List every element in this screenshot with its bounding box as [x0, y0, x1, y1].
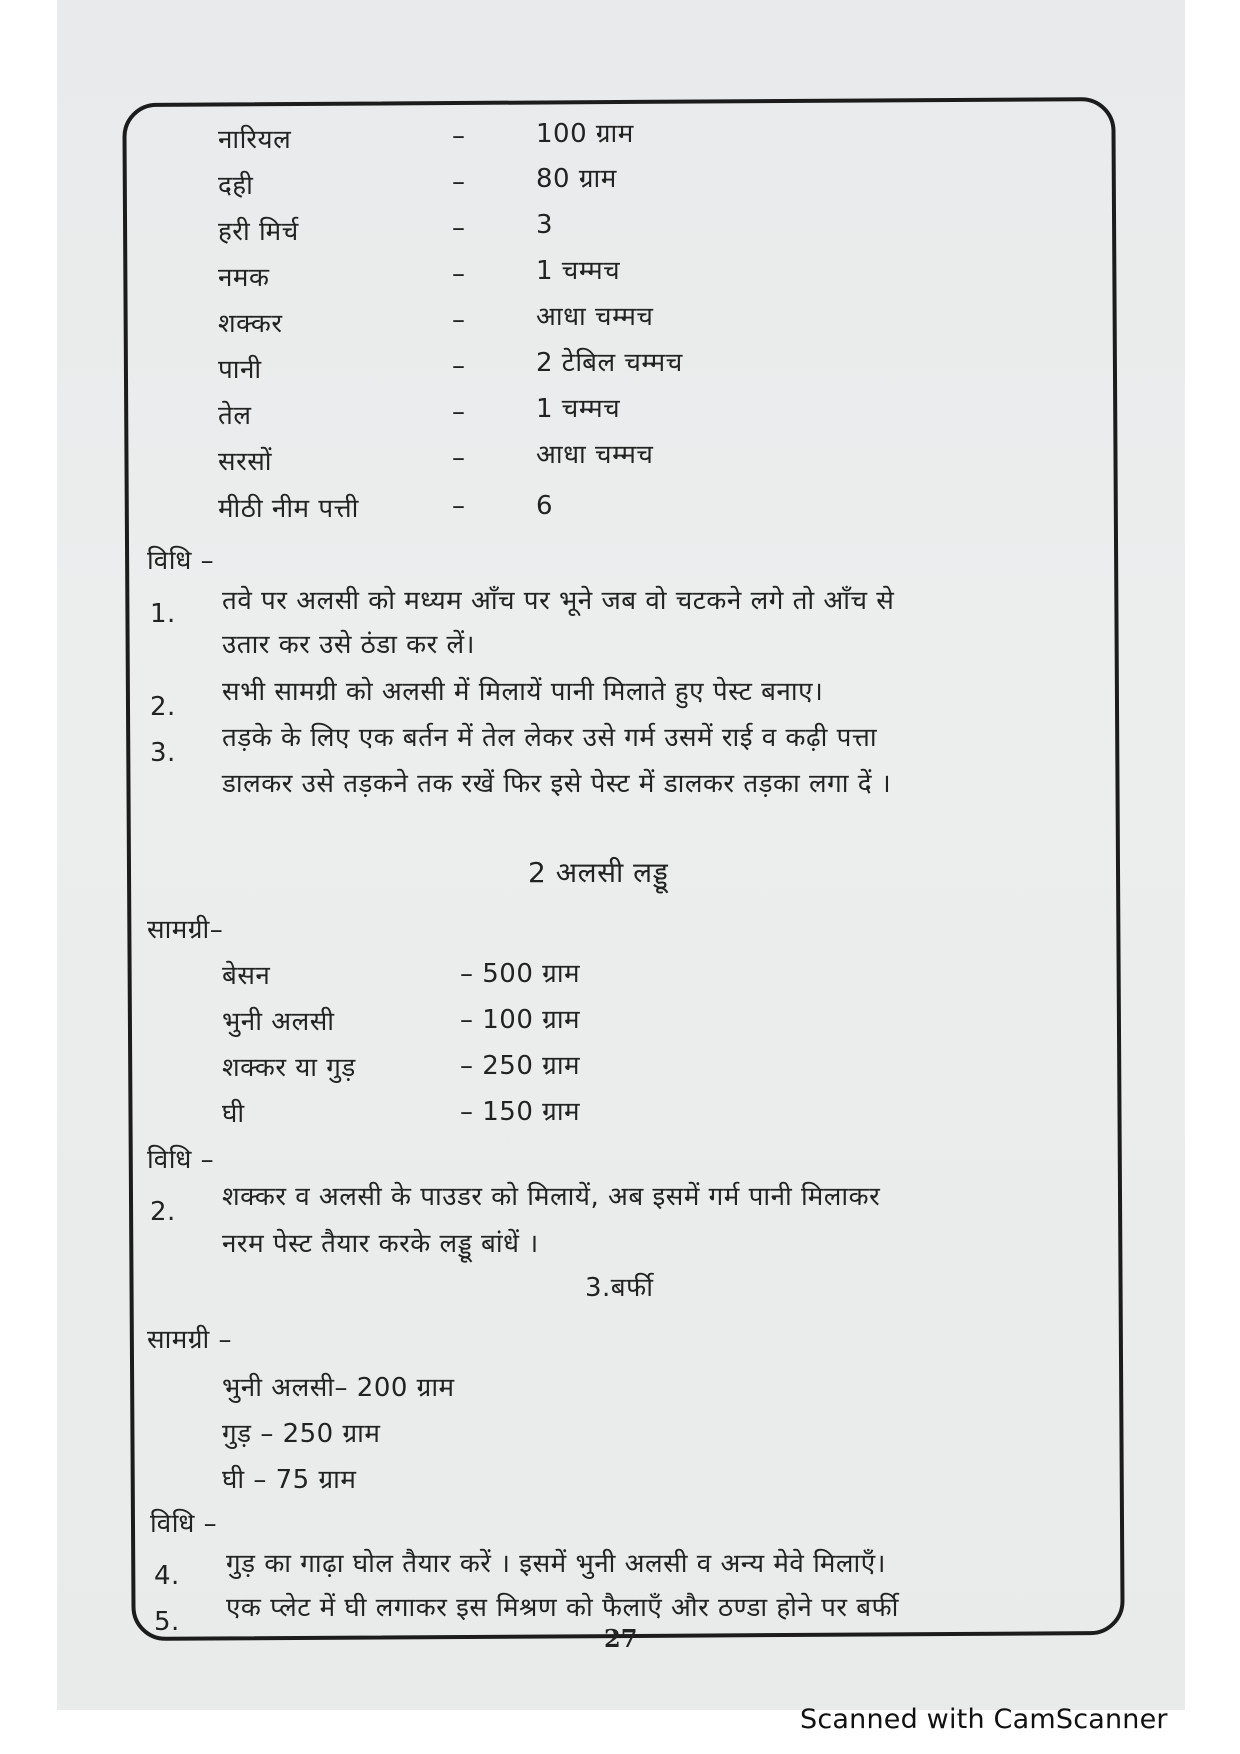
- step-text: डालकर उसे तड़कने तक रखें फिर इसे पेस्ट में डालकर तड़का लगा दें ।: [222, 769, 892, 799]
- step-number: 1.: [150, 599, 176, 629]
- step-text: तड़के के लिए एक बर्तन में तेल लेकर उसे गर्म उसमें राई व कढ़ी पत्ता: [222, 723, 878, 753]
- step-text: उतार कर उसे ठंडा कर लें।: [222, 630, 476, 660]
- ingredient-name: नारियल: [218, 125, 292, 155]
- ingredient-name: मीठी नीम पत्ती: [218, 494, 359, 524]
- ingredient-name: हरी मिर्च: [218, 217, 299, 247]
- ingredient-qty: आधा चम्मच: [536, 440, 654, 470]
- step-number: 2.: [150, 1197, 176, 1227]
- ingredient-name: दही: [218, 171, 254, 201]
- ingredient-name: तेल: [218, 401, 252, 431]
- ingredient-name: घी: [222, 1099, 245, 1129]
- method-label: विधि –: [147, 1145, 215, 1175]
- ingredient-sep: –: [452, 305, 466, 335]
- ingredient-qty: – 500 ग्राम: [460, 959, 581, 989]
- ingredient-qty: 6: [536, 491, 554, 521]
- ingredient-qty: 1 चम्मच: [536, 256, 621, 286]
- ingredient-qty: आधा चम्मच: [536, 302, 654, 332]
- ingredient-line: गुड़ – 250 ग्राम: [222, 1419, 381, 1449]
- ingredient-name: शक्कर या गुड़: [222, 1053, 356, 1083]
- recipe-title: 3.बर्फी: [585, 1273, 654, 1303]
- ingredient-qty: 80 ग्राम: [536, 164, 617, 194]
- ingredient-name: शक्कर: [218, 309, 283, 339]
- ingredient-sep: –: [452, 397, 466, 427]
- ingredients-label: सामग्री –: [147, 1325, 233, 1355]
- ingredient-qty: 3: [536, 210, 554, 240]
- ingredient-line: घी – 75 ग्राम: [222, 1465, 357, 1495]
- method-label: विधि –: [147, 546, 215, 576]
- scanner-watermark: Scanned with CamScanner: [800, 1704, 1168, 1735]
- ingredient-sep: –: [452, 167, 466, 197]
- step-text: गुड़ का गाढ़ा घोल तैयार करें । इसमें भुनी अलसी व अन्य मेवे मिलाएँ।: [226, 1549, 886, 1579]
- step-text: तवे पर अलसी को मध्यम आँच पर भूने जब वो चटकने लगे तो आँच से: [222, 586, 895, 616]
- ingredient-qty: 1 चम्मच: [536, 394, 621, 424]
- step-number: 3.: [150, 738, 176, 768]
- step-text: शक्कर व अलसी के पाउडर को मिलायें, अब इसमें गर्म पानी मिलाकर: [222, 1182, 881, 1212]
- ingredient-sep: –: [452, 443, 466, 473]
- ingredient-qty: – 100 ग्राम: [460, 1005, 581, 1035]
- ingredient-sep: –: [452, 213, 466, 243]
- ingredient-qty: 2 टेबिल चम्मच: [536, 348, 683, 378]
- page-number: 27: [604, 1624, 638, 1653]
- ingredient-name: भुनी अलसी: [222, 1007, 335, 1037]
- ingredients-label: सामग्री–: [147, 915, 224, 945]
- step-number: 4.: [154, 1561, 180, 1591]
- ingredient-sep: –: [452, 491, 466, 521]
- ingredient-name: पानी: [218, 355, 262, 385]
- ingredient-qty: 100 ग्राम: [536, 119, 634, 149]
- ingredient-qty: – 250 ग्राम: [460, 1051, 581, 1081]
- method-label: विधि –: [150, 1509, 218, 1539]
- ingredient-name: सरसों: [218, 447, 273, 477]
- ingredient-qty: – 150 ग्राम: [460, 1097, 581, 1127]
- step-number: 2.: [150, 692, 176, 722]
- step-number: 5.: [154, 1607, 180, 1637]
- step-text: नरम पेस्ट तैयार करके लड्डू बांधें ।: [222, 1229, 539, 1259]
- ingredient-line: भुनी अलसी– 200 ग्राम: [222, 1373, 455, 1403]
- ingredient-sep: –: [452, 259, 466, 289]
- step-text: एक प्लेट में घी लगाकर इस मिश्रण को फैलाएँ और ठण्डा होने पर बर्फी: [226, 1593, 899, 1623]
- ingredient-sep: –: [452, 121, 466, 151]
- recipe-title: 2 अलसी लड्डू: [528, 856, 669, 889]
- ingredient-sep: –: [452, 351, 466, 381]
- step-text: सभी सामग्री को अलसी में मिलायें पानी मिलाते हुए पेस्ट बनाए।: [222, 677, 824, 707]
- ingredient-name: बेसन: [222, 961, 271, 991]
- ingredient-name: नमक: [218, 263, 270, 293]
